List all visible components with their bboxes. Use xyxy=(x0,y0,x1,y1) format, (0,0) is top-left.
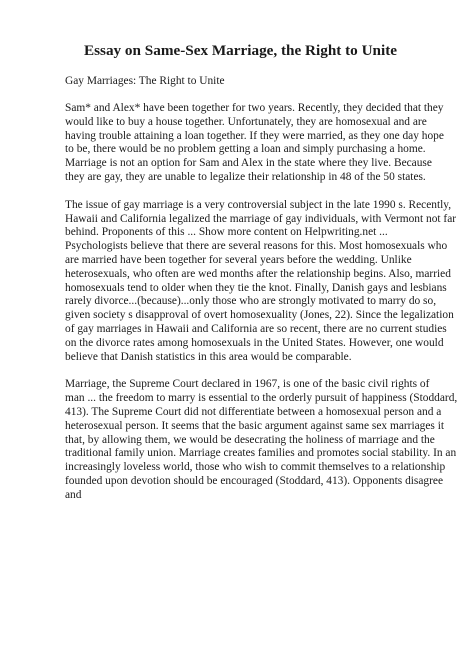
text-line: 413). The Supreme Court did not differentiate between a homosexual person and a xyxy=(65,405,442,418)
paragraph-3 xyxy=(65,378,458,502)
text-line: would like to buy a house together. Unfortunately, they are homosexual and are xyxy=(65,115,427,128)
text-line: given society s disapproval of overt homosexuality (Jones, 22). Since the legalization xyxy=(65,309,454,322)
text-line: that, by allowing them, we would be desecrating the holiness of marriage and the xyxy=(65,433,435,446)
text-line: homosexuals tend to older when they tie the knot. Finally, Danish gays and lesbians xyxy=(65,281,447,294)
text-line: heterosexuals, who often are wed months after the relationship begins. Also, married xyxy=(65,267,451,280)
text-line: The issue of gay marriage is a very controversial subject in the late 1990 s. Recently, xyxy=(65,198,452,211)
text-line: increasingly loveless world, those who wish to commit themselves to a relationship xyxy=(65,461,446,474)
text-line: Psychologists believe that there are several reasons for this. Most homosexuals who xyxy=(65,240,448,253)
text-line: they are gay, they are unable to legalize their relationship in 48 of the 50 states. xyxy=(65,170,426,183)
text-line: heterosexual person. It seems that the basic argument against same sex marriages it xyxy=(65,419,445,432)
text-line: and xyxy=(65,488,82,501)
text-line: Hawaii and California legalized the marriage of gay individuals, with Vermont not far xyxy=(65,212,457,225)
paragraph-1 xyxy=(65,102,444,185)
text-line: founded upon devotion should be encouraged (Stoddard, 413). Opponents disagree xyxy=(65,474,444,487)
text-line: traditional family union. Marriage creates families and promotes social stability. In an xyxy=(65,447,457,460)
text-line: Sam* and Alex* have been together for two years. Recently, they decided that they xyxy=(65,102,444,114)
text-line: man ... the freedom to marry is essential to the orderly pursuit of happiness (Stoddard, xyxy=(65,392,458,405)
text-line: Marriage, the Supreme Court declared in 1967, is one of the basic civil rights of xyxy=(65,378,430,391)
document-title: Essay on Same-Sex Marriage, the Right to Unite xyxy=(84,42,397,59)
text-line: believe that Danish statistics in this area would be comparable. xyxy=(65,350,352,363)
text-line: to be, there would be no problem getting a loan and simply purchasing a home. xyxy=(65,143,426,156)
text-line: behind. Proponents of this ... Show more content on Helpwriting.net ... xyxy=(65,226,388,239)
text-line: are married have been together for several years before the wedding. Unlike xyxy=(65,253,412,266)
text-line: on the divorce rates among homosexuals in the United States. However, one would xyxy=(65,336,444,349)
paragraph-2 xyxy=(65,198,457,365)
text-line: of gay marriages in Hawaii and California are so recent, there are no current studies xyxy=(65,322,447,335)
document-subtitle: Gay Marriages: The Right to Unite xyxy=(65,75,225,87)
text-line: rarely divorce...(because)...only those who are strongly motivated to marry do so, xyxy=(65,295,437,308)
text-line: having trouble attaining a loan together. If they were married, as they one day hope xyxy=(65,129,444,142)
text-line: Marriage is not an option for Sam and Alex in the state where they live. Because xyxy=(65,157,432,170)
